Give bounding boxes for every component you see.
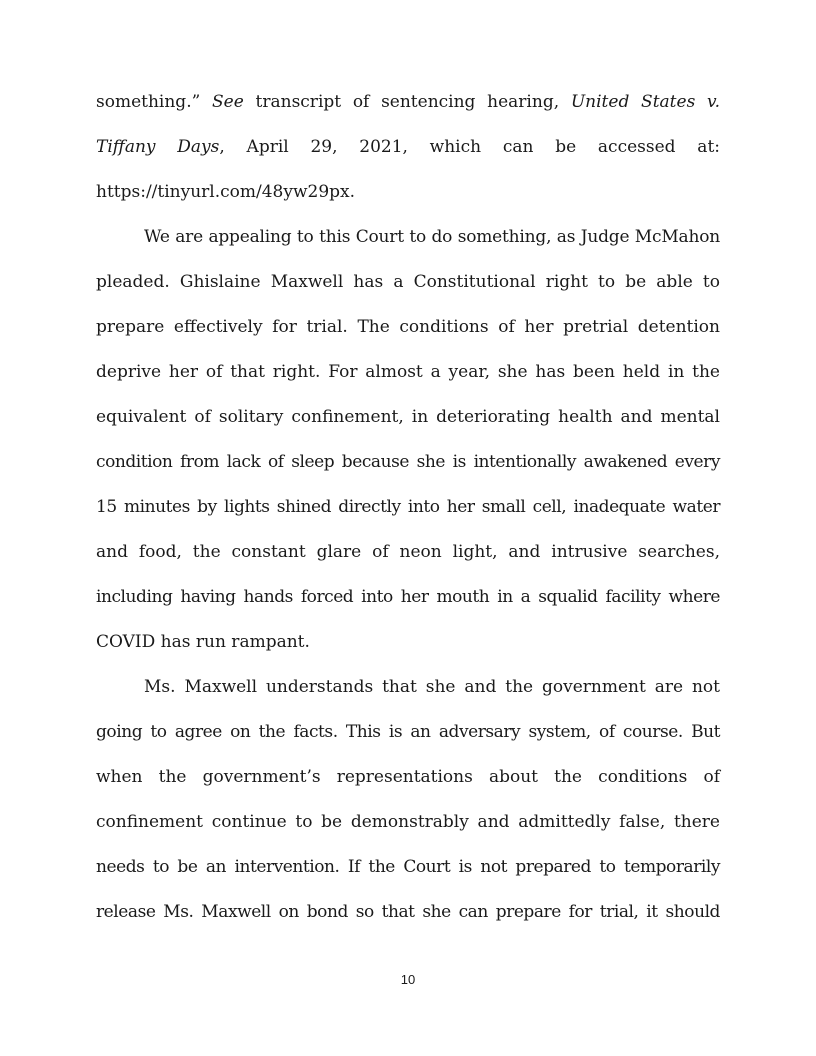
italic-text-segment: See <box>212 92 244 112</box>
paragraph-line <box>96 312 720 342</box>
text-segment: equivalent of solitary confinement, in deteriorating health and mental <box>96 407 720 427</box>
paragraph-line <box>96 897 720 927</box>
text-segment: Ms. Maxwell understands that she and the government are not <box>144 677 720 697</box>
text-segment: release Ms. Maxwell on bond so that she can prepare for trial, it should <box>96 902 720 922</box>
text-segment: condition from lack of sleep because she is intentionally awakened every <box>96 452 720 472</box>
page-number: 10 <box>400 972 416 987</box>
paragraph-line <box>96 717 720 747</box>
paragraph-line <box>96 87 720 117</box>
text-segment: and food, the constant glare of neon light, and intrusive searches, <box>96 542 720 562</box>
paragraph-line <box>96 852 720 882</box>
paragraph-line <box>96 762 720 792</box>
text-segment: transcript of sentencing hearing, <box>243 92 571 112</box>
text-segment: pleaded. Ghislaine Maxwell has a Constitutional right to be able to <box>96 272 720 292</box>
paragraph-line <box>96 177 720 207</box>
paragraph-line <box>96 627 720 657</box>
text-segment: when the government’s representations about the conditions of <box>96 767 720 787</box>
paragraph-line <box>96 492 720 522</box>
text-segment: including having hands forced into her mouth in a squalid facility where <box>96 587 720 607</box>
text-segment: confinement continue to be demonstrably and admittedly false, there <box>96 812 720 832</box>
text-segment: going to agree on the facts. This is an adversary system, of course. But <box>96 722 720 742</box>
text-segment: COVID has run rampant. <box>96 632 310 652</box>
paragraph-line <box>96 402 720 432</box>
text-segment: , April 29, 2021, which can be accessed at: <box>219 137 720 157</box>
paragraph-line <box>96 807 720 837</box>
paragraph-line <box>96 582 720 612</box>
italic-text-segment: United States v. <box>570 92 721 112</box>
url-text: https://tinyurl.com/48yw29px. <box>96 182 356 202</box>
paragraph-line <box>96 132 720 162</box>
text-segment: something.” <box>96 92 213 112</box>
paragraph-line <box>96 267 720 297</box>
paragraph-line <box>96 537 720 567</box>
paragraph-line <box>144 672 720 702</box>
paragraph-line <box>96 357 720 387</box>
text-segment: We are appealing to this Court to do something, as Judge McMahon <box>144 227 720 247</box>
paragraph-line <box>144 222 720 252</box>
text-segment: needs to be an intervention. If the Court is not prepared to temporarily <box>96 857 720 877</box>
italic-text-segment: Tiffany Days <box>96 137 220 157</box>
text-segment: deprive her of that right. For almost a year, she has been held in the <box>96 362 720 382</box>
paragraph-line <box>96 447 720 477</box>
text-segment: prepare effectively for trial. The conditions of her pretrial detention <box>96 317 720 337</box>
text-segment: 15 minutes by lights shined directly into her small cell, inadequate water <box>96 497 720 517</box>
